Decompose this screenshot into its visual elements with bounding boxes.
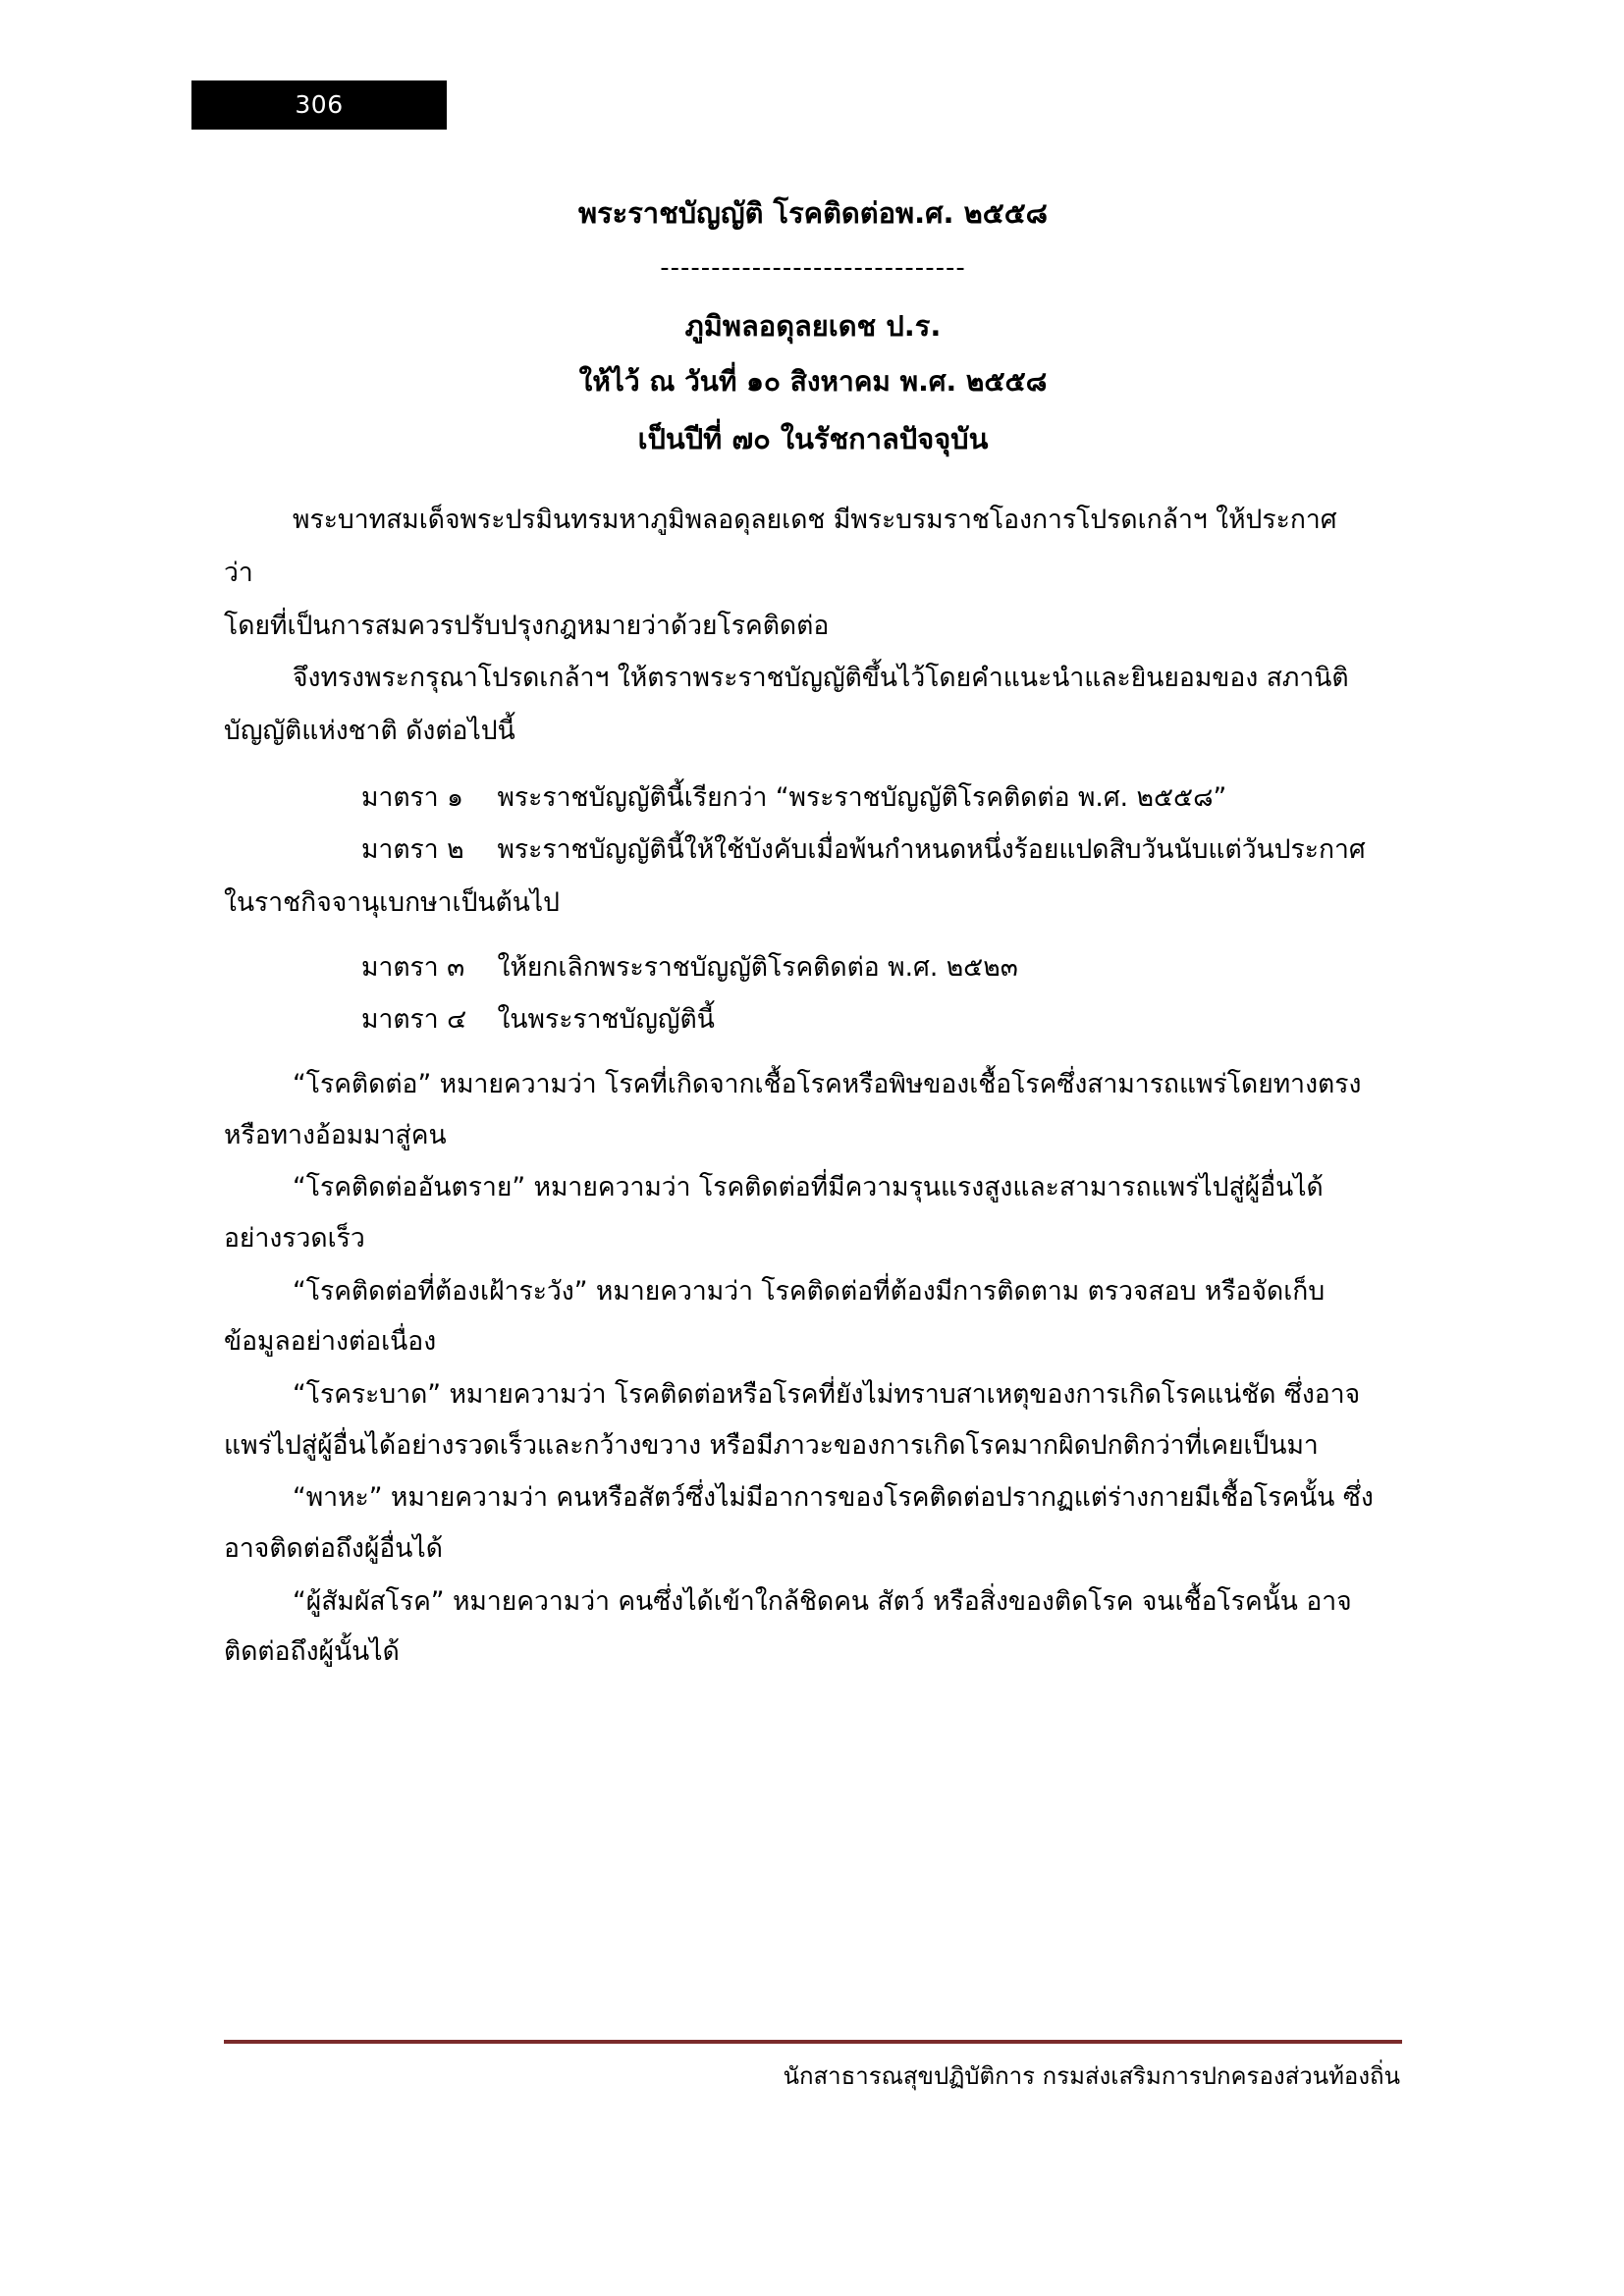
section-row — [224, 825, 1402, 876]
definition-line: ข้อมูลอย่างต่อเนื่อง — [224, 1326, 437, 1358]
definition-line: แพร่ไปสู่ผู้อื่นได้อย่างรวดเร็วและกว้างขวาง หรือมีภาวะของการเกิดโรคมากผิดปกติกว่าที่เคยเป็นมา — [224, 1429, 1319, 1461]
definition-line: “โรคติดต่อ” หมายความว่า โรคที่เกิดจากเชื้อโรคหรือพิษของเชื้อโรคซึ่งสามารถแพร่โดยทางตรง — [293, 1068, 1362, 1099]
given-date: ให้ไว้ ณ วันที่ ๑๐ สิงหาคม พ.ศ. ๒๕๕๘ — [578, 365, 1048, 399]
preamble-line-1b: ว่า — [224, 557, 253, 588]
section-row — [224, 773, 1402, 824]
footer-divider — [224, 2040, 1402, 2044]
definition-line: “ผู้สัมผัสโรค” หมายความว่า คนซึ่งได้เข้าใกล้ชิดคน สัตว์ หรือสิ่งของติดโรค จนเชื้อโรคนั้น อาจ — [293, 1585, 1352, 1617]
section-continuation: ในราชกิจจานุเบกษาเป็นต้นไป — [224, 886, 560, 918]
section-label: มาตรา ๓ — [361, 951, 465, 983]
page-title: พระราชบัญญัติ โรคติดต่อพ.ศ. ๒๕๕๘ — [577, 196, 1049, 230]
footer-text: นักสาธารณสุขปฏิบัติการ กรมส่งเสริมการปกครองส่วนท้องถิ่น — [783, 2062, 1400, 2090]
definition-line: “พาหะ” หมายความว่า คนหรือสัตว์ซึ่งไม่มีอาการของโรคติดต่อปรากฏแต่ร่างกายมีเชื้อโรคนั้น ซึ่ง — [293, 1482, 1374, 1514]
definition-line: “โรคระบาด” หมายความว่า โรคติดต่อหรือโรคที่ยังไม่ทราบสาเหตุของการเกิดโรคแน่ชัด ซึ่งอาจ — [293, 1379, 1361, 1411]
section-text: ในพระราชบัญญัตินี้ — [497, 1004, 715, 1036]
section-text: พระราชบัญญัตินี้ให้ใช้บังคับเมื่อพ้นกำหนดหนึ่งร้อยแปดสิบวันนับแต่วันประกาศ — [497, 834, 1366, 866]
definition-line: “โรคติดต่อที่ต้องเฝ้าระวัง” หมายความว่า โรคติดต่อที่ต้องมีการติดตาม ตรวจสอบ หรือจัดเก็บ — [293, 1275, 1326, 1307]
preamble-line-3b: บัญญัติแห่งชาติ ดังต่อไปนี้ — [224, 715, 515, 746]
definition-line: อาจติดต่อถึงผู้อื่นได้ — [224, 1533, 443, 1565]
section-label: มาตรา ๑ — [361, 781, 463, 813]
definition-line: หรือทางอ้อมมาสู่คน — [224, 1119, 447, 1150]
page-number-badge: 306 — [191, 80, 447, 130]
dashed-divider: ------------------------------ — [660, 252, 966, 283]
definition-line: “โรคติดต่ออันตราย” หมายความว่า โรคติดต่อที่มีความรุนแรงสูงและสามารถแพร่ไปสู่ผู้อื่นได้ — [293, 1172, 1324, 1203]
section-text: ให้ยกเลิกพระราชบัญญัติโรคติดต่อ พ.ศ. ๒๕๒๓ — [497, 951, 1018, 983]
document-body — [224, 192, 1402, 1680]
preamble-line-1: พระบาทสมเด็จพระปรมินทรมหาภูมิพลอดุลยเดช มีพระบรมราชโองการโปรดเกล้าฯ ให้ประกาศ — [293, 505, 1337, 536]
royal-name: ภูมิพลอดุลยเดช ป.ร. — [684, 308, 942, 343]
definition-line: อย่างรวดเร็ว — [224, 1223, 365, 1254]
section-label: มาตรา ๒ — [361, 834, 464, 866]
preamble-line-2: โดยที่เป็นการสมควรปรับปรุงกฎหมายว่าด้วยโรคติดต่อ — [224, 610, 830, 641]
definition-line: ติดต่อถึงผู้นั้นได้ — [224, 1636, 400, 1668]
section-text: พระราชบัญญัตินี้เรียกว่า “พระราชบัญญัติโรคติดต่อ พ.ศ. ๒๕๕๘” — [497, 781, 1227, 813]
preamble-line-3: จึงทรงพระกรุณาโปรดเกล้าฯ ให้ตราพระราชบัญญัติขึ้นไว้โดยคำแนะนำและยินยอมของ สภานิติ — [293, 663, 1349, 694]
section-label: มาตรา ๔ — [361, 1004, 467, 1036]
section-row — [224, 994, 1402, 1045]
section-row — [224, 942, 1402, 993]
reign-year: เป็นปีที่ ๗๐ ในรัชกาลปัจจุบัน — [637, 421, 989, 455]
